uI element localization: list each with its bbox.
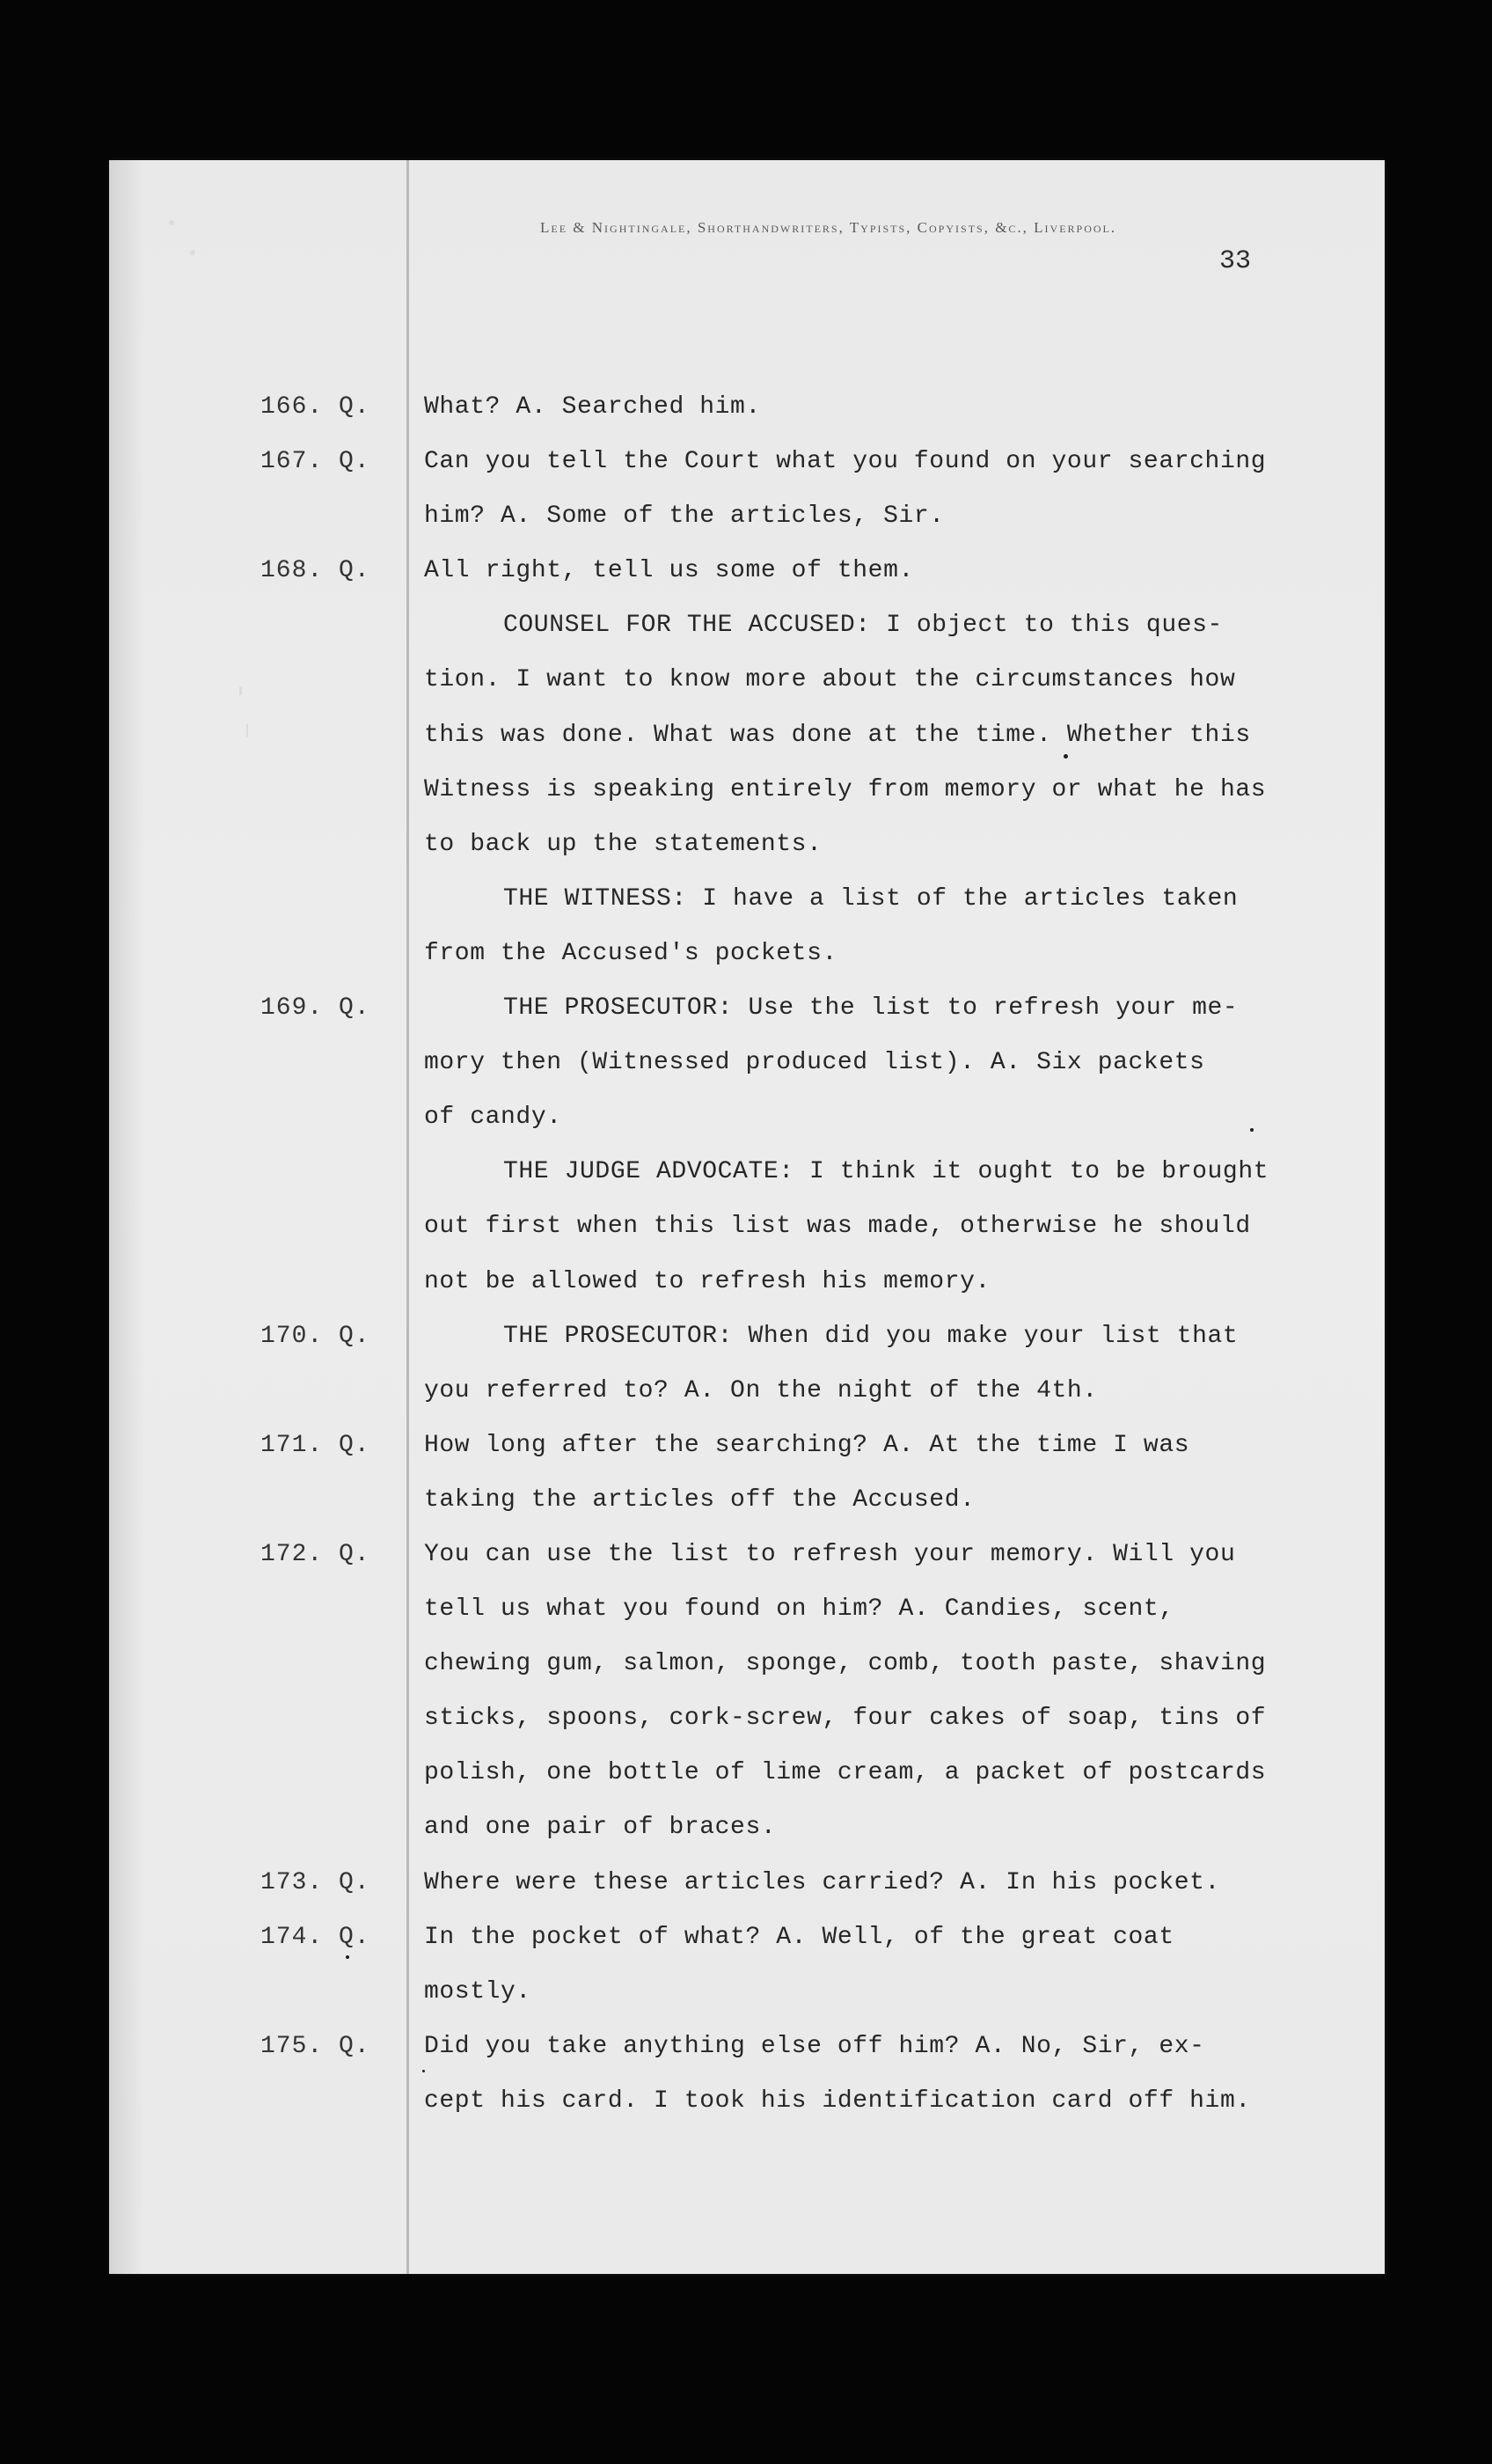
film-speck <box>239 686 242 695</box>
question-number: 172. Q. <box>260 1540 370 1568</box>
line-text: Did you take anything else off him? A. No, Sir, ex- <box>424 2032 1205 2060</box>
transcript-line <box>109 1419 1385 1473</box>
line-text: tell us what you found on him? A. Candies, scent, <box>424 1595 1174 1624</box>
transcript-line <box>109 927 1385 981</box>
transcript-line <box>109 598 1385 653</box>
transcript-line <box>109 1746 1385 1800</box>
question-number: 166. Q. <box>260 393 370 421</box>
transcript-line <box>109 1582 1385 1637</box>
printer-header: Lee & Nightingale, Shorthandwriters, Typists, Copyists, &c., Liverpool. <box>540 219 1117 236</box>
line-text: to back up the statements. <box>424 830 823 858</box>
transcript-line <box>109 1309 1385 1364</box>
question-number: 170. Q. <box>260 1322 370 1350</box>
transcript-line <box>109 435 1385 489</box>
transcript-body <box>109 380 1385 2129</box>
film-speck <box>246 723 248 737</box>
line-text: mostly. <box>424 1977 531 2006</box>
question-number: 168. Q. <box>260 557 370 585</box>
transcript-line <box>109 818 1385 872</box>
transcript-line <box>109 489 1385 544</box>
transcript-line <box>109 763 1385 818</box>
film-speck <box>190 250 195 255</box>
line-text: COUNSEL FOR THE ACCUSED: I object to this ques- <box>503 612 1223 640</box>
transcript-line <box>109 1637 1385 1691</box>
transcript-line <box>109 1965 1385 2020</box>
line-text: tion. I want to know more about the circumstances how <box>424 666 1236 694</box>
transcript-page <box>109 160 1385 2274</box>
transcript-line <box>109 380 1385 435</box>
line-text: and one pair of braces. <box>424 1814 777 1842</box>
transcript-line <box>109 1199 1385 1254</box>
line-text: How long after the searching? A. At the time I was <box>424 1431 1190 1459</box>
question-number: 174. Q. <box>260 1923 370 1951</box>
ink-speck <box>422 2070 425 2072</box>
film-speck <box>169 220 174 225</box>
line-text: polish, one bottle of lime cream, a packet of postcards <box>424 1759 1267 1787</box>
line-text: out first when this list was made, otherwise he should <box>424 1213 1251 1241</box>
transcript-line <box>109 1528 1385 1582</box>
line-text: What? A. Searched him. <box>424 393 761 421</box>
line-text: cept his card. I took his identification card off him. <box>424 2086 1251 2115</box>
transcript-line <box>109 1800 1385 1855</box>
question-number: 173. Q. <box>260 1868 370 1896</box>
transcript-line <box>109 2020 1385 2074</box>
line-text: not be allowed to refresh his memory. <box>424 1267 991 1295</box>
line-text: THE WITNESS: I have a list of the articles taken <box>503 884 1239 913</box>
transcript-line <box>109 1473 1385 1528</box>
ink-speck <box>346 1955 349 1959</box>
question-number: 171. Q. <box>260 1431 370 1459</box>
transcript-line <box>109 1691 1385 1746</box>
line-text: sticks, spoons, cork-screw, four cakes of soap, tins of <box>424 1705 1267 1733</box>
line-text: this was done. What was done at the time. Whether this <box>424 721 1251 749</box>
line-text: Witness is speaking entirely from memory or what he has <box>424 775 1267 803</box>
line-text: Where were these articles carried? A. In his pocket. <box>424 1868 1220 1896</box>
transcript-line <box>109 1036 1385 1090</box>
line-text: of candy. <box>424 1104 562 1132</box>
line-text: THE PROSECUTOR: When did you make your list that <box>503 1322 1239 1350</box>
question-number: 169. Q. <box>260 994 370 1023</box>
transcript-line <box>109 1255 1385 1309</box>
line-text: Can you tell the Court what you found on your searching <box>424 448 1267 476</box>
transcript-line <box>109 872 1385 927</box>
transcript-line <box>109 1910 1385 1965</box>
transcript-line <box>109 1364 1385 1419</box>
ink-speck <box>1064 754 1068 759</box>
line-text: All right, tell us some of them. <box>424 557 914 585</box>
question-number: 167. Q. <box>260 448 370 476</box>
ink-speck <box>1250 1128 1254 1132</box>
question-number: 175. Q. <box>260 2032 370 2060</box>
transcript-line <box>109 1856 1385 1910</box>
transcript-line <box>109 981 1385 1036</box>
transcript-line <box>109 1145 1385 1199</box>
line-text: THE PROSECUTOR: Use the list to refresh your me- <box>503 994 1239 1023</box>
line-text: taking the articles off the Accused. <box>424 1485 976 1514</box>
transcript-line <box>109 708 1385 763</box>
line-text: THE JUDGE ADVOCATE: I think it ought to be brought <box>503 1158 1269 1186</box>
line-text: him? A. Some of the articles, Sir. <box>424 502 945 531</box>
line-text: from the Accused's pockets. <box>424 939 837 967</box>
page-number: 33 <box>1219 246 1252 276</box>
transcript-line <box>109 2074 1385 2129</box>
line-text: In the pocket of what? A. Well, of the great coat <box>424 1923 1174 1951</box>
transcript-line <box>109 1090 1385 1145</box>
transcript-line <box>109 544 1385 598</box>
line-text: mory then (Witnessed produced list). A. Six packets <box>424 1049 1205 1077</box>
line-text: chewing gum, salmon, sponge, comb, tooth paste, shaving <box>424 1650 1267 1678</box>
line-text: You can use the list to refresh your memory. Will you <box>424 1540 1236 1568</box>
transcript-line <box>109 653 1385 708</box>
line-text: you referred to? A. On the night of the 4th. <box>424 1376 1098 1404</box>
